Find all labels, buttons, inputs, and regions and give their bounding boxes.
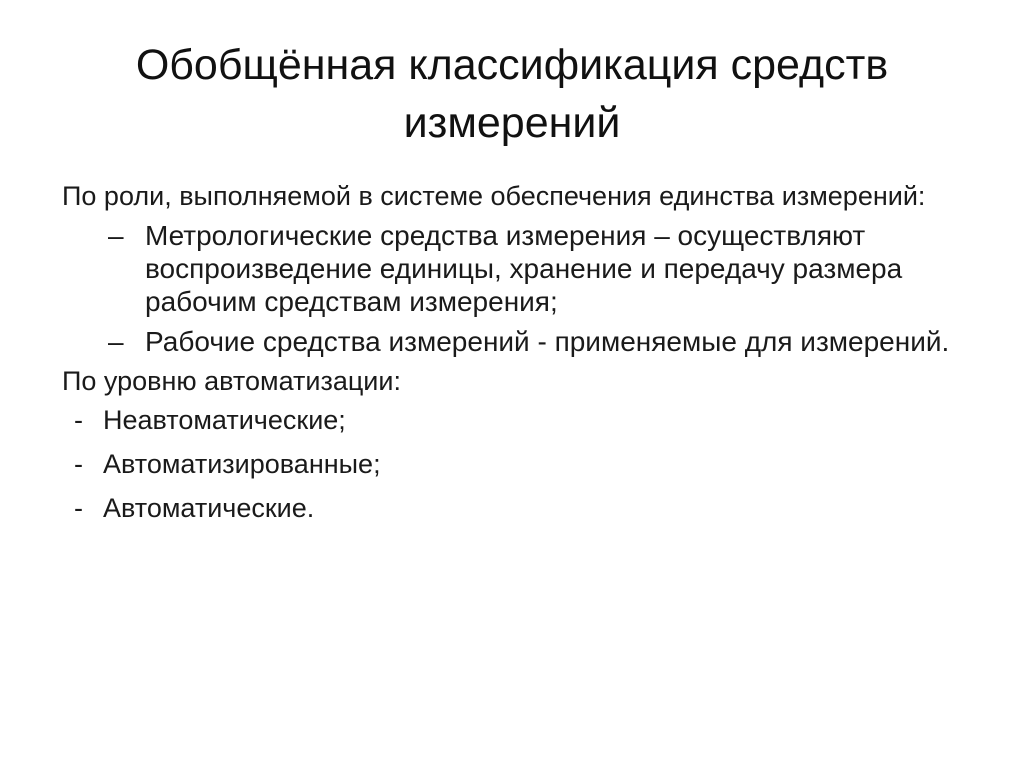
automation-list-item-text: Неавтоматические; — [103, 405, 346, 435]
slide-title: Обобщённая классификация средств измерений — [135, 41, 889, 147]
dash-bullet: - — [74, 493, 83, 523]
section-automation-heading: По уровню автоматизации: — [62, 366, 401, 396]
dash-bullet: – — [108, 326, 124, 357]
section-role-heading: По роли, выполняемой в системе обеспечения единства измерений: — [62, 181, 926, 211]
automation-list-item — [74, 448, 962, 480]
role-list-item-text: Метрологические средства измерения – осуществляют воспроизведение единицы, хранение и передачу размера рабочим средствам измерения; — [145, 220, 903, 317]
role-list-item — [108, 219, 962, 318]
role-list-item — [108, 325, 962, 358]
automation-list-item-text: Автоматические. — [103, 493, 315, 523]
automation-list-item — [74, 492, 962, 524]
dash-bullet: - — [74, 405, 83, 435]
dash-bullet: – — [108, 220, 124, 251]
dash-bullet: - — [74, 449, 83, 479]
automation-list-item-text: Автоматизированные; — [103, 449, 381, 479]
role-list-item-text: Рабочие средства измерений - применяемые для измерений. — [145, 326, 950, 357]
automation-list-item — [74, 404, 962, 436]
slide-content — [62, 180, 962, 536]
